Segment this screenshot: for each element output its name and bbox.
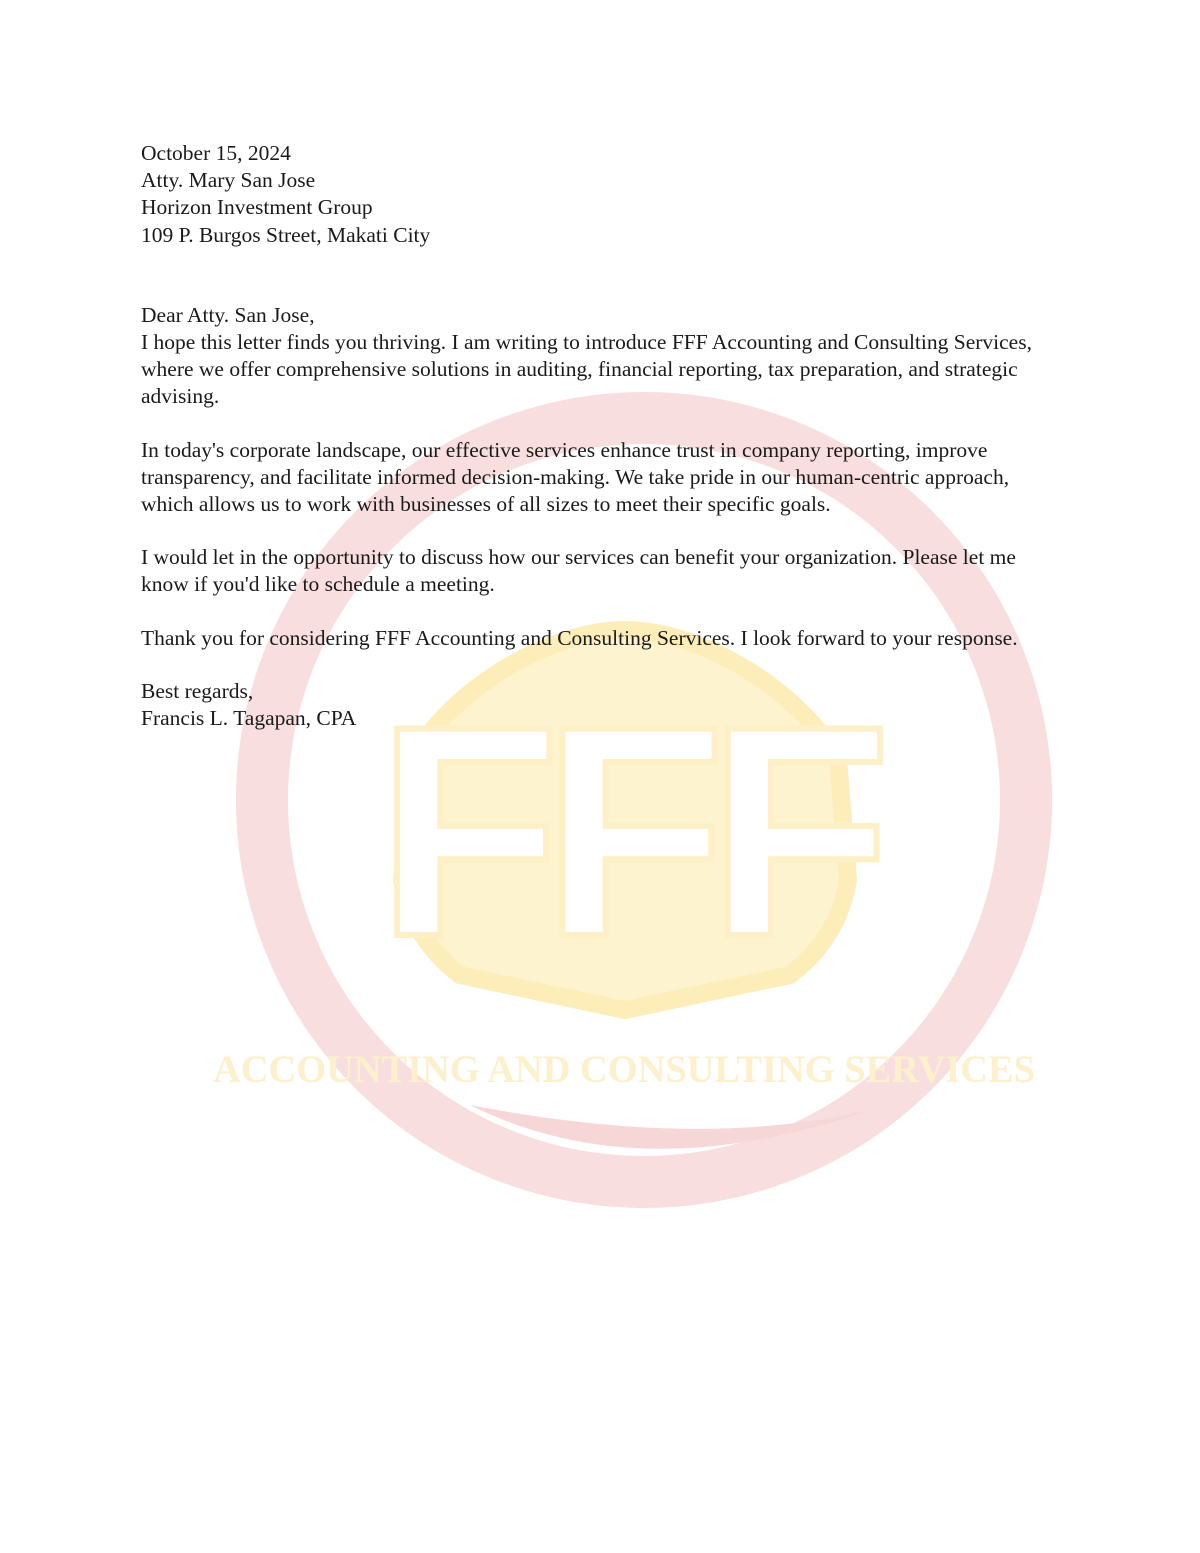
recipient-address: 109 P. Burgos Street, Makati City bbox=[141, 222, 431, 247]
paragraph-meeting: I would let in the opportunity to discuss how our services can benefit your organization. Please let me know if you'd like to schedule a meeting. bbox=[141, 545, 1016, 597]
closing: Best regards, bbox=[141, 678, 254, 703]
letter-date: October 15, 2024 bbox=[141, 141, 291, 165]
paragraph-thanks: Thank you for considering FFF Accounting and Consulting Services. I look forward to your response. bbox=[141, 625, 1018, 650]
watermark-tagline: ACCOUNTING AND CONSULTING SERVICES bbox=[213, 1048, 1035, 1091]
salutation: Dear Atty. San Jose, bbox=[141, 302, 315, 327]
watermark-logo-letters: FFF bbox=[377, 663, 873, 999]
letter-body bbox=[141, 140, 1046, 732]
recipient-company: Horizon Investment Group bbox=[141, 195, 373, 220]
recipient-block bbox=[141, 167, 1046, 249]
paragraph-intro: I hope this letter finds you thriving. I am writing to introduce FFF Accounting and Consulting Services, where we offer comprehensive solutions in auditing, financial reporting, tax preparation, and strategic advising. bbox=[141, 330, 1032, 409]
paragraph-services: In today's corporate landscape, our effective services enhance trust in company reporting, improve transparency, and facilitate informed decision-making. We take pride in our human-centric approach, which allows us to work with businesses of all sizes to meet their specific goals. bbox=[141, 437, 1010, 517]
signature: Francis L. Tagapan, CPA bbox=[141, 706, 357, 731]
recipient-name: Atty. Mary San Jose bbox=[141, 168, 316, 193]
